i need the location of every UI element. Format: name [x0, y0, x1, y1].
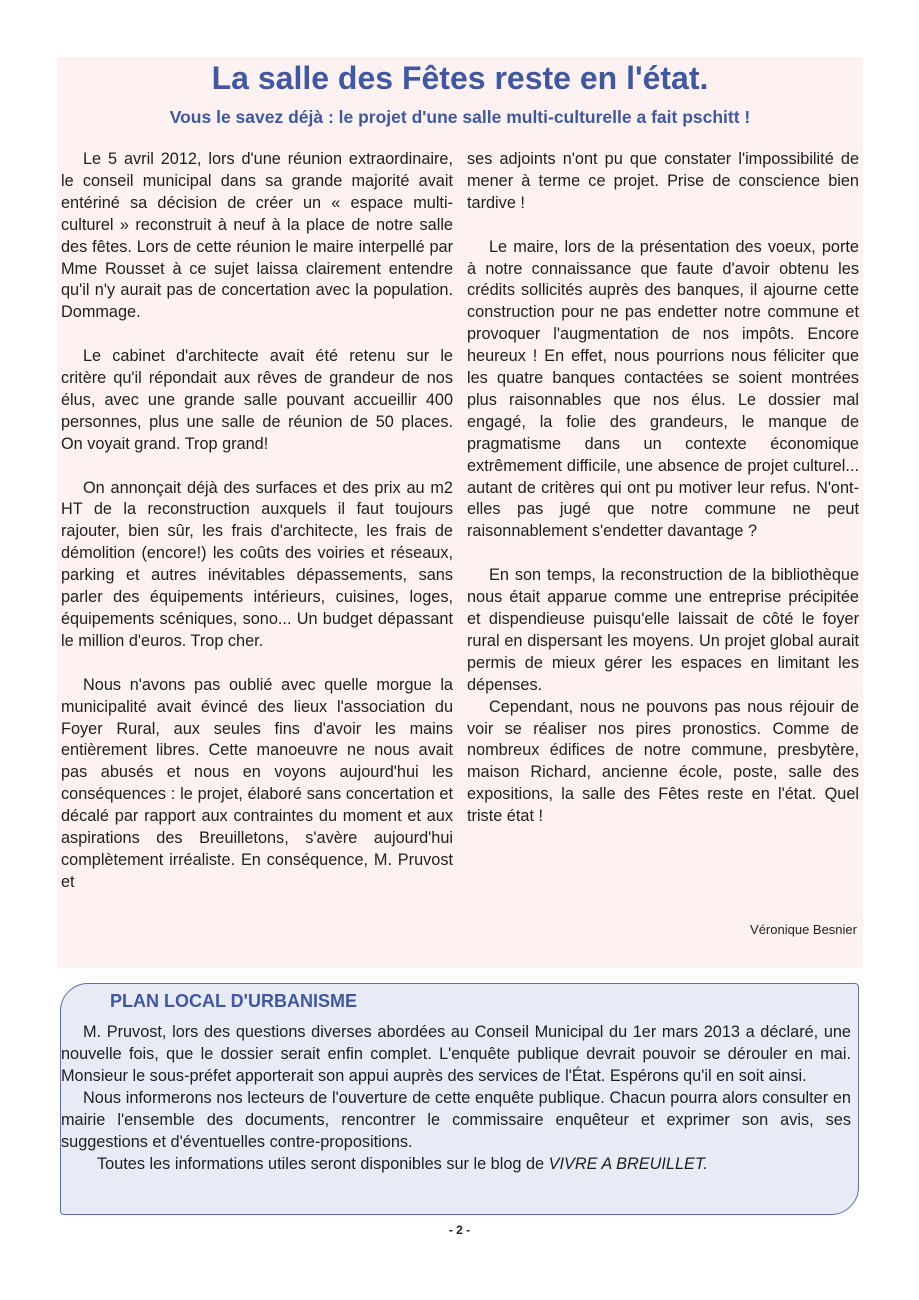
- paragraph: Le maire, lors de la présentation des voeux, porte à notre connaissance que faute d'avoir obtenu les crédits sollicités auprès des banques, il ajourne cette construction pour ne pas endetter notre commune et provoquer l'augmentation de nos impôts. Encore heureux ! En effet, nous pourrions nous féliciter que les quatre banques contactées se soient montrées plus raisonnables que nos élus. Le dossier mal engagé, la folie des grandeurs, le manque de pragmatisme dans un contexte économique extrêmement difficile, une absence de projet culturel... autant de critères qui ont pu motiver leur refus. N'ont-elles pas jugé que notre commune ne peut raisonnablement s'endetter davantage ?: [467, 237, 859, 541]
- paragraph: Nous n'avons pas oublié avec quelle morgue la municipalité avait évincé des lieux l'association du Foyer Rural, aux seules fins d'avoir les mains entièrement libres. Cette manoeuvre ne nous avait pas abusés et nous en voyons aujourd'hui les conséquences : le projet, élaboré sans concertation et décalé par rapport aux contraintes du moment et aux aspirations des Breuilletons, s'avère aujourd'hui complètement irréaliste. En conséquence, M. Pruvost et: [61, 675, 453, 891]
- article-subtitle: Vous le savez déjà : le projet d'une salle multi-culturelle a fait pschitt !: [169, 107, 751, 127]
- paragraph: ses adjoints n'ont pu que constater l'impossibilité de mener à terme ce projet. Prise de conscience bien tardive !: [467, 150, 859, 212]
- article-title: La salle des Fêtes reste en l'état.: [211, 60, 709, 96]
- paragraph: Le cabinet d'architecte avait été retenu sur le critère qu'il répondait aux rêves de grandeur de nos élus, avec une grande salle pouvant accueillir 400 personnes, plus une salle de réunion de 50 places. On voyait grand. Trop grand!: [61, 347, 453, 453]
- paragraph: Nous informerons nos lecteurs de l'ouverture de cette enquête publique. Chacun pourra alors consulter en mairie l'ensemble des documents, rencontrer le commissaire enquêteur et exprimer son avis, ses suggestions et d'éventuelles contre-propositions.: [61, 1089, 851, 1151]
- paragraph: Cependant, nous ne pouvons pas nous réjouir de voir se réaliser nos pires pronostics. Comme de nombreux édifices de notre commune, presbytère, maison Richard, ancienne école, poste, salle des expositions, la salle des Fêtes reste en l'état. Quel triste état !: [467, 697, 859, 826]
- blog-line-text: Toutes les informations utiles seront disponibles sur le blog de: [97, 1155, 549, 1173]
- plu-body: [61, 1021, 851, 1175]
- article-section: [57, 57, 863, 968]
- blog-name: VIVRE A BREUILLET.: [548, 1155, 708, 1173]
- author-signature: Véronique Besnier: [750, 922, 857, 937]
- article-right-column: [467, 149, 859, 828]
- page-number: - 2 -: [448, 1223, 471, 1237]
- paragraph: M. Pruvost, lors des questions diverses abordées au Conseil Municipal du 1er mars 2013 a déclaré, une nouvelle fois, que le dossier serait enfin complet. L'enquête publique devrait pouvoir se dérouler en mai. Monsieur le sous-préfet apporterait son appui auprès des services de l'État. Espérons qu'il en soit ainsi.: [61, 1023, 851, 1085]
- blog-line: [61, 1153, 851, 1175]
- paragraph: En son temps, la reconstruction de la bibliothèque nous était apparue comme une entreprise précipitée et dispendieuse puisqu'elle laissait de côté le foyer rural en dispersant les moyens. Un projet global aurait permis de mieux gérer les espaces en limitant les dépenses.: [467, 566, 859, 694]
- paragraph: On annonçait déjà des surfaces et des prix au m2 HT de la reconstruction auxquels il faut toujours rajouter, bien sûr, les frais d'architecte, les frais de démolition (encore!) les coûts des voiries et réseaux, parking et autres inévitables dépassements, sans parler des équipements intérieurs, cuisines, loges, équipements scéniques, sono... Un budget dépassant le million d'euros. Trop cher.: [61, 478, 453, 650]
- plu-title: PLAN LOCAL D'URBANISME: [110, 991, 357, 1011]
- plu-box: [60, 983, 859, 1215]
- article-left-column: [61, 149, 453, 894]
- paragraph: Le 5 avril 2012, lors d'une réunion extraordinaire, le conseil municipal dans sa grande majorité avait entériné sa décision de créer un « espace multi-culturel » reconstruit à neuf à la place de notre salle des fêtes. Lors de cette réunion le maire interpellé par Mme Rousset à ce sujet laissa clairement entendre qu'il n'y aurait pas de concertation avec la population. Dommage.: [61, 150, 453, 322]
